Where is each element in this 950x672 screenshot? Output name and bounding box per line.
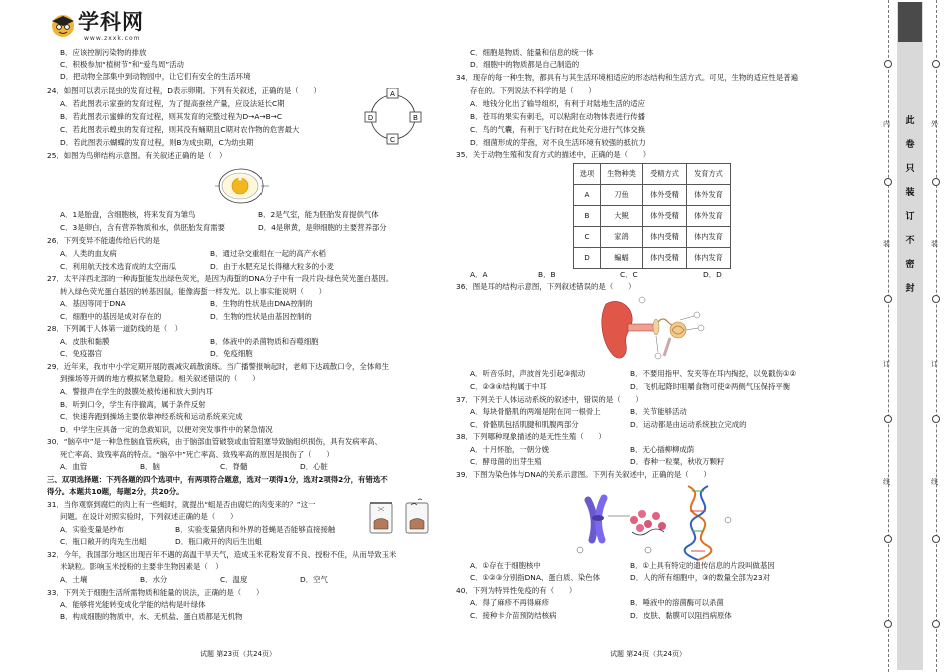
q35-stem: 35．关于动物生殖和发育方式的描述中，正确的是（ ） [456,150,651,159]
q32-option-a: A．土壤 [60,575,88,584]
q31-stem-1: 31．当你观察到腐烂的肉上有一些蛆时，就提出“蛆是否由腐烂的肉变来的？”这一 [47,500,316,509]
q26-option-b: B．通过杂交重组在一起的高产水稻 [210,249,326,258]
insect-cycle-diagram [360,88,430,146]
q36-option-d: D．飞机起降时咀嚼食物可使②两侧气压保持平衡 [630,382,791,391]
q38-option-d: D．春种一粒粟，秋收万颗籽 [630,457,725,466]
binding-label: 订 [883,360,890,368]
table-cell: D [574,248,601,269]
table-cell: 刀鱼 [601,185,643,206]
q29-option-a: A．警报声在学生的鼓膜处被传递和放大到内耳 [60,387,213,396]
q24-option-b: B．若此图表示蜜蜂的发育过程，则其发育的完整过程为D→A→B→C [60,112,283,121]
binding-circle [932,620,940,628]
q40-option-a: A．得了麻疹不再得麻疹 [470,598,549,607]
binding-circle [884,535,892,543]
q25-option-c: C．3是卵白，含有营养物质和水，供胚胎发育需要 [60,223,226,232]
q30-option-b: B．脑 [140,462,160,471]
table-cell: 家鸽 [601,227,643,248]
q33-stem: 33．下列关于细胞生活所需物质和能量的说法，正确的是（ ） [47,588,264,597]
q25-stem: 25．如图为鸟卵结构示意图。有关叙述正确的是（ ） [47,151,227,160]
q39-option-d: D．人的所有细胞中，③的数量全部为23对 [630,573,770,582]
q36-stem: 36．图是耳的结构示意图，下列叙述错误的是（ ） [456,282,636,291]
q25-option-d: D．4是卵黄，是卵细胞的主要营养部分 [258,223,387,232]
q38-option-a: A．十月怀胎，一朝分娩 [470,445,549,454]
q27-stem-1: 27．太平洋西北部的一种海蜇能发出绿色荧光，是因为海蜇的DNA分子中有一段片段-绿色荧光蛋白基因。 [47,274,394,283]
q35-option-b: B．B [538,270,556,279]
q27-option-c: C．细胞中的基因是成对存在的 [60,312,162,321]
left-page-footer: 试题 第23页（共24页） [200,650,277,658]
table-header: 发育方式 [687,164,731,185]
q34-option-c: C．鸟的气囊，有利于飞行时在此处充分进行气体交换 [470,125,646,134]
q37-option-b: B．关节能够活动 [630,407,687,416]
q31-option-a: A．实验变量是纱布 [60,525,125,534]
table-cell: 体内发育 [687,227,731,248]
binding-circle [932,535,940,543]
q35-option-d: D．D [703,270,722,279]
q26-option-d: D．由于水肥充足长得穗大粒多的小麦 [210,262,334,271]
logo [50,10,170,42]
q40-option-d: D．皮肤、黏膜可以阻挡病原体 [630,611,732,620]
table-row [574,206,731,227]
binding-notice-char: 不 [905,236,915,246]
table-header: 生物种类 [601,164,643,185]
jar-experiment-diagram [366,497,432,539]
q35-option-a: A．A [470,270,488,279]
q37-option-d: D．运动都是由运动系统独立完成的 [630,420,747,429]
binding-label: 外 [931,120,938,128]
table-header-row [574,164,731,185]
ear-structure-diagram [598,294,708,364]
logo-text: 学科网 [78,10,144,34]
table-cell: 体外发育 [687,206,731,227]
q31-option-d: D．瓶口敞开的肉后生出蛆 [175,537,262,546]
q23-option-c: C．积极参加“植树节”和“爱鸟周”活动 [60,60,184,69]
q33-option-c: C．细胞是物质、能量和信息的统一体 [470,48,594,57]
q23-option-d: D．把动物全部集中到动物园中，让它们有安全的生活环境 [60,72,251,81]
q32-stem-2: 米缺粒。影响玉米授粉的主要非生物因素是（ ） [60,562,223,571]
binding-notice-bar [897,2,923,670]
q28-option-d: D．免疫细胞 [210,349,253,358]
q27-option-a: A．基因等同于DNA [60,299,126,308]
bird-egg-diagram [215,165,270,207]
table-cell: 体外发育 [687,185,731,206]
q33-option-d: D．细胞中的物质都是自己制造的 [470,60,580,69]
binding-circle [884,295,892,303]
q40-option-b: B．唾液中的溶菌酶可以杀菌 [630,598,724,607]
q34-stem-1: 34．现存的每一种生物，都具有与其生活环境相适应的形态结构和生活方式。可见，生物的适应性是普遍 [456,73,798,82]
q30-option-a: A．血管 [60,462,88,471]
cycle-label-d: D [367,115,374,122]
binding-notice-char: 订 [905,212,915,222]
q36-option-b: B．不要用指甲、发夹等在耳内掏挖，以免戳伤①② [630,369,797,378]
q35-option-c: C．C [620,270,638,279]
binding-top-block [898,2,922,42]
q26-option-c: C．利用航天技术选育成的太空南瓜 [60,262,177,271]
table-row [574,227,731,248]
q29-stem-2: 到操场等开阔的地方模拟紧急避险。相关叙述错误的（ ） [60,374,260,383]
q33-option-b: B．构成细胞的物质中，水、无机盐、蛋白质都是无机物 [60,612,243,621]
q29-stem-1: 29．近年来，我市中小学定期开展防震减灾疏散演练。当广播警报响起时，老师下达疏散口令，全体师生 [47,362,389,371]
binding-notice-char: 装 [905,188,915,198]
cycle-label-a: A [390,91,395,98]
q38-option-c: C．酵母菌的出芽生殖 [470,457,542,466]
binding-circle [932,295,940,303]
outer-dashed-line [936,0,937,672]
q29-option-c: C．快速奔跑到操场主要依靠神经系统和运动系统来完成 [60,412,243,421]
q27-stem-2: 转入绿色荧光蛋白基因的转基因鼠，能像海蜇一样发光。以上事实能说明（ ） [60,287,327,296]
cycle-label-c: C [389,137,396,144]
right-page-footer: 试题 第24页（共24页） [610,650,687,658]
q28-stem: 28．下列属于人体第一道防线的是（ ） [47,324,183,333]
q25-option-b: B．2是气室，能为胚胎发育提供气体 [258,210,379,219]
binding-circle [884,178,892,186]
q34-option-a: A．地钱分化出了输导组织，有利于对陆地生活的适应 [470,99,646,108]
q30-option-c: C．脊髓 [220,462,248,471]
section-three-heading-2: 得分。本题共10题，每题2分，共20分。 [47,487,184,496]
binding-label: 装 [931,240,938,248]
table-header: 受精方式 [643,164,687,185]
q38-stem: 38．下列哪种现象描述的是无性生殖（ ） [456,432,606,441]
binding-notice-char: 密 [905,260,915,270]
q32-option-c: C．温度 [220,575,248,584]
q31-option-c: C．瓶口敞开的肉先生出蛆 [60,537,147,546]
binding-label: 订 [931,360,938,368]
table-header: 选项 [574,164,601,185]
logo-url: www.zxxk.com [84,35,141,42]
binding-circle [932,415,940,423]
q26-option-a: A．人类的血友病 [60,249,117,258]
q30-stem-2: 死亡率高、致残率高的特点。“脑卒中”死亡率高、致残率高的原因是损伤了（ ） [60,450,334,459]
q26-stem: 26．下列变异不能遗传给后代的是 [47,236,160,245]
binding-label: 装 [883,240,890,248]
binding-label: 线 [931,478,938,486]
table-cell: 体内发育 [687,248,731,269]
q24-option-d: D．若此图表示蝴蝶的发育过程，则B为成虫期，C为幼虫期 [60,138,254,147]
q24-stem: 24．如图可以表示昆虫的发育过程，D表示卵期。下列有关叙述，正确的是（ ） [47,86,321,95]
q39-option-b: B．①上具有特定的遗传信息的片段叫做基因 [630,561,775,570]
table-row [574,185,731,206]
q32-option-d: D．空气 [300,575,328,584]
q38-option-b: B．无心插柳柳成荫 [630,445,695,454]
q34-option-b: B．苍耳的果实有刺毛，可以粘附在动物体表进行传播 [470,112,646,121]
binding-circle [884,60,892,68]
table-cell: B [574,206,601,227]
binding-circle [884,415,892,423]
binding-notice-char: 此 [905,116,915,126]
q33-option-a: A．能够将光能转变成化学能的结构是叶绿体 [60,600,206,609]
table-cell: A [574,185,601,206]
q32-stem-1: 32．今年，我国部分地区出现百年不遇的高温干旱天气，造成玉米花粉发育不良、授粉不佳，从而导致玉米 [47,550,397,559]
q34-stem-2: 存在的。下列说法不科学的是（ ） [470,86,596,95]
table-cell: 体外受精 [643,206,687,227]
q28-option-a: A．皮肤和黏膜 [60,337,110,346]
q28-option-c: C．免疫器官 [60,349,103,358]
binding-circle [932,60,940,68]
q28-option-b: B．体液中的杀菌物质和吞噬细胞 [210,337,319,346]
binding-label: 线 [883,478,890,486]
graduation-cap-icon [50,12,76,38]
q37-option-a: A．每块骨骼肌的两端是附在同一根骨上 [470,407,601,416]
q24-option-c: C．若此图表示蝗虫的发育过程，则其没有蛹期且C期对农作物的危害最大 [60,125,300,134]
binding-circle [932,178,940,186]
section-three-heading-1: 三、双项选择题：下列各题的四个选项中，有两项符合题意，选对一项得1分，选对2项得2分，有错选不 [47,475,388,484]
inner-dashed-line [888,0,889,672]
table-cell: 体内受精 [643,248,687,269]
table-cell: 体内受精 [643,227,687,248]
binding-notice-char: 封 [905,284,915,294]
table-cell: 蝙蝠 [601,248,643,269]
q31-stem-2: 问题。在设计对照实验时，下列叙述正确的是（ ） [60,512,238,521]
q36-option-a: A．听音乐时，声波首先引起③振动 [470,369,586,378]
q40-option-c: C．接种卡介苗预防结核病 [470,611,557,620]
q39-option-c: C．①②③分别指DNA、蛋白质、染色体 [470,573,601,582]
q24-option-a: A．若此图表示家蚕的发育过程，为了提高蚕丝产量，应设法延长C期 [60,99,285,108]
chromosome-dna-diagram [568,480,744,562]
binding-notice-char: 只 [905,164,915,174]
binding-notice-char: 卷 [905,140,915,150]
cycle-label-b: B [413,115,418,122]
q36-option-c: C．②③④结构属于中耳 [470,382,547,391]
q30-stem-1: 30．“脑卒中”是一种急性脑血管疾病，由于脑部血管破裂或血管阻塞导致脑组织损伤，具有发病率高、 [47,437,382,446]
binding-label: 内 [883,120,890,128]
q35-table [573,163,731,269]
table-cell: C [574,227,601,248]
q30-option-d: D．心脏 [300,462,328,471]
q27-option-b: B．生物的性状是由DNA控制的 [210,299,313,308]
table-cell: 大鲵 [601,206,643,227]
q32-option-b: B．水分 [140,575,168,584]
table-row [574,248,731,269]
q39-option-a: A．①存在于细胞核中 [470,561,541,570]
q27-option-d: D．生物的性状是由基因控制的 [210,312,312,321]
binding-circle [884,620,892,628]
q31-option-b: B．实验变量猪肉和外界的苍蝇是否能够直接接触 [175,525,336,534]
q39-stem: 39．下图为染色体与DNA的关系示意图。下列有关叙述中，正确的是（ ） [456,470,711,479]
q40-stem: 40．下列为特异性免疫的有（ ） [456,586,577,595]
q34-option-d: D．细菌形成的芽孢，对不良生活环境有较强的抵抗力 [470,138,646,147]
table-cell: 体外受精 [643,185,687,206]
q23-option-b: B．应该控制污染物的排放 [60,48,147,57]
q37-stem: 37．下列关于人体运动系统的叙述中，错误的是（ ） [456,395,643,404]
q29-option-d: D．中学生应具备一定的急救知识，以便对突发事件中的紧急情况 [60,425,273,434]
q25-option-a: A．1是胎盘，含细胞核，将来发育为雏鸟 [60,210,196,219]
q29-option-b: B．听到口令，学生有序撤离，属于条件反射 [60,400,206,409]
q37-option-c: C．骨骼肌包括肌腱和肌腹两部分 [470,420,579,429]
